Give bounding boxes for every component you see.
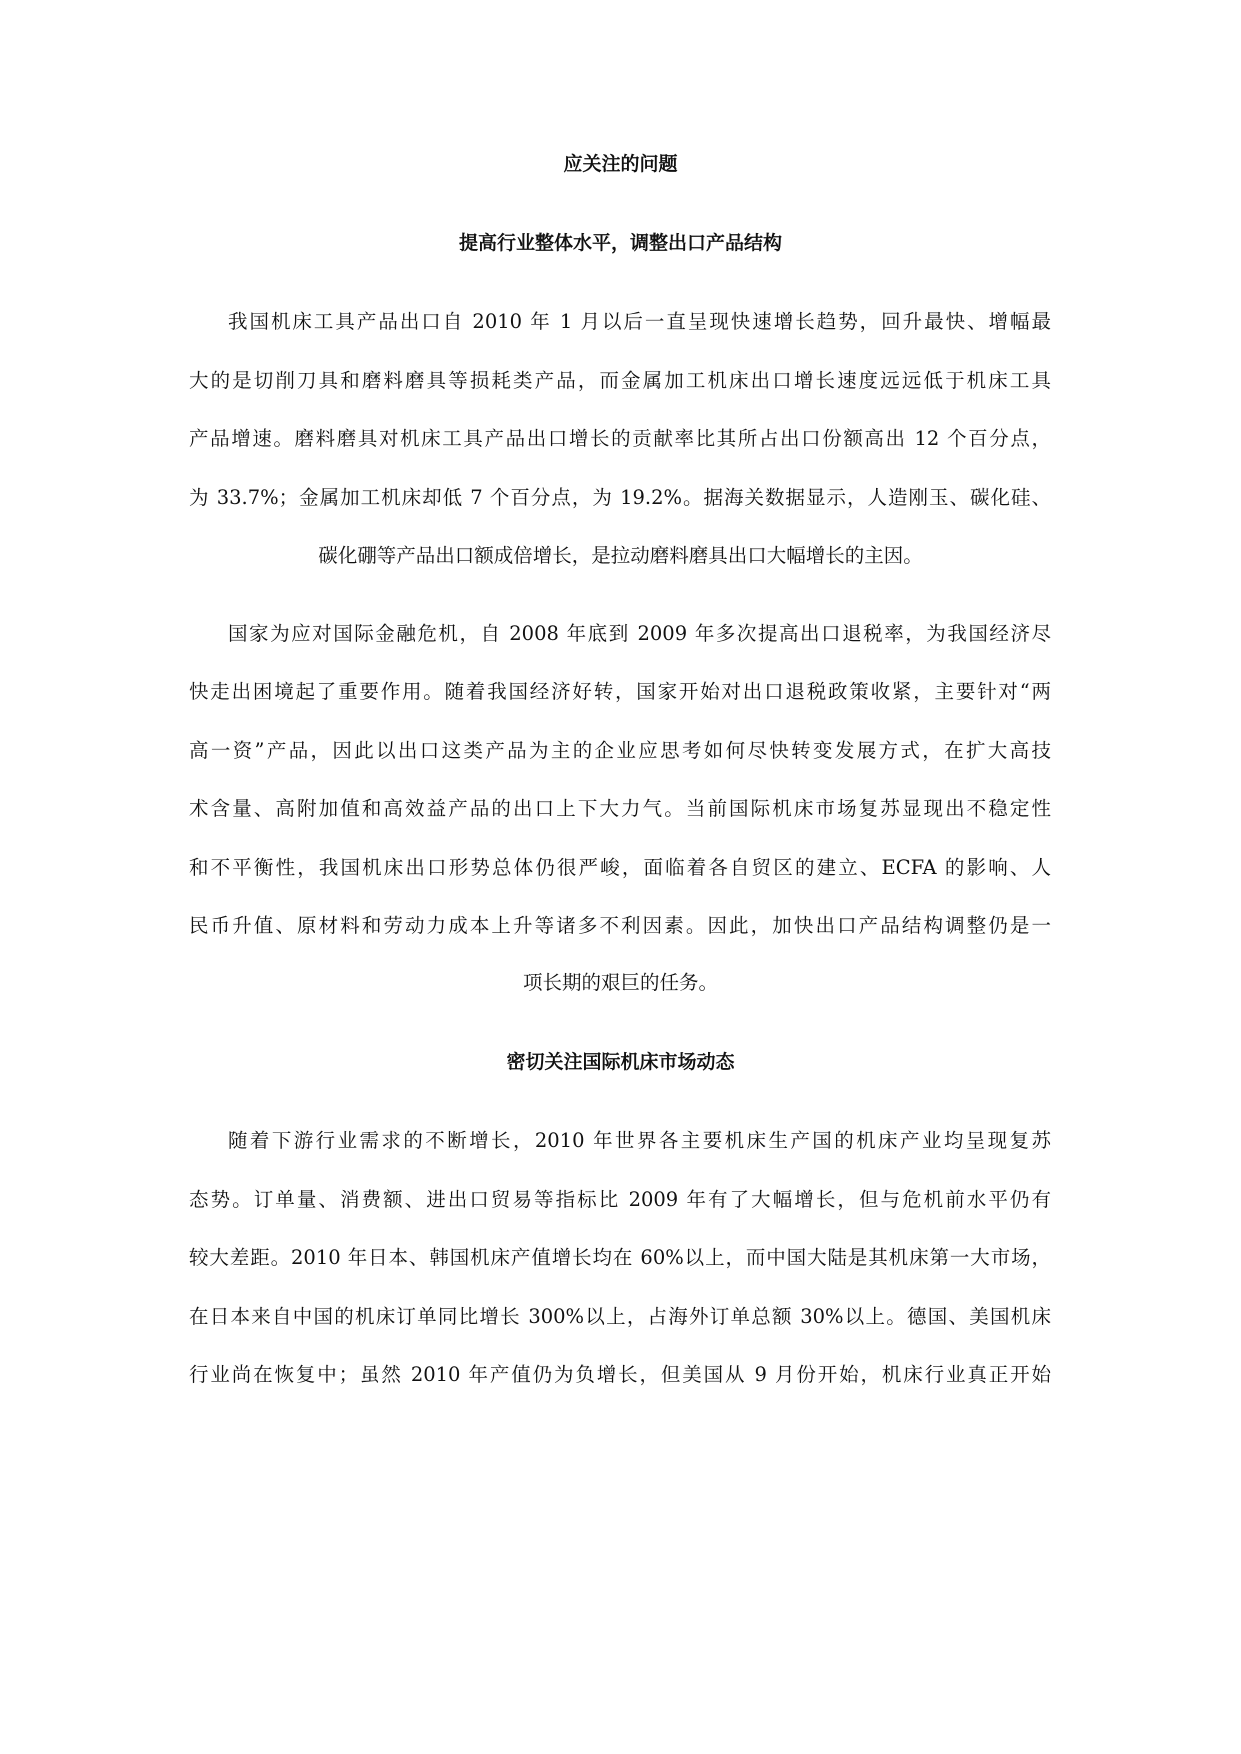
paragraph-line: 产品增速。磨料磨具对机床工具产品出口增长的贡献率比其所占出口份额高出 12 个百分点， (189, 427, 1051, 450)
paragraph-line: 快走出困境起了重要作用。随着我国经济好转，国家开始对出口退税政策收紧，主要针对“两 (189, 680, 1051, 703)
paragraph-line: 项长期的艰巨的任务。 (522, 971, 718, 994)
section-heading-market-dynamics: 密切关注国际机床市场动态 (506, 1051, 735, 1073)
paragraph-line: 为 33.7%；金属加工机床却低 7 个百分点，为 19.2%。据海关数据显示，人造刚玉、碳化硅、 (189, 486, 1051, 509)
section-heading-export-structure: 提高行业整体水平，调整出口产品结构 (458, 232, 782, 254)
paragraph-line: 较大差距。2010 年日本、韩国机床产值增长均在 60%以上，而中国大陆是其机床第一大市场， (189, 1246, 1051, 1269)
paragraph-line: 国家为应对国际金融危机，自 2008 年底到 2009 年多次提高出口退税率，为我国经济尽 (228, 622, 1051, 645)
paragraph-line: 在日本来自中国的机床订单同比增长 300%以上，占海外订单总额 30%以上。德国、美国机床 (189, 1305, 1051, 1328)
paragraph-line: 我国机床工具产品出口自 2010 年 1 月以后一直呈现快速增长趋势，回升最快、增幅最 (228, 310, 1051, 333)
paragraph-line: 民币升值、原材料和劳动力成本上升等诸多不利因素。因此，加快出口产品结构调整仍是一 (189, 914, 1051, 937)
page-title: 应关注的问题 (563, 153, 678, 175)
paragraph-line: 大的是切削刀具和磨料磨具等损耗类产品，而金属加工机床出口增长速度远远低于机床工具 (189, 369, 1051, 392)
paragraph-line: 和不平衡性，我国机床出口形势总体仍很严峻，面临着各自贸区的建立、ECFA 的影响、人 (189, 856, 1051, 879)
paragraph-line: 术含量、高附加值和高效益产品的出口上下大力气。当前国际机床市场复苏显现出不稳定性 (189, 797, 1051, 820)
paragraph-line: 态势。订单量、消费额、进出口贸易等指标比 2009 年有了大幅增长，但与危机前水平仍有 (189, 1188, 1051, 1211)
paragraph-line: 随着下游行业需求的不断增长，2010 年世界各主要机床生产国的机床产业均呈现复苏 (228, 1129, 1051, 1152)
paragraph-line: 行业尚在恢复中；虽然 2010 年产值仍为负增长，但美国从 9 月份开始，机床行业真正开始 (189, 1363, 1051, 1386)
paragraph-line: 高一资”产品，因此以出口这类产品为主的企业应思考如何尽快转变发展方式，在扩大高技 (189, 739, 1051, 762)
paragraph-line: 碳化硼等产品出口额成倍增长，是拉动磨料磨具出口大幅增长的主因。 (318, 544, 923, 567)
